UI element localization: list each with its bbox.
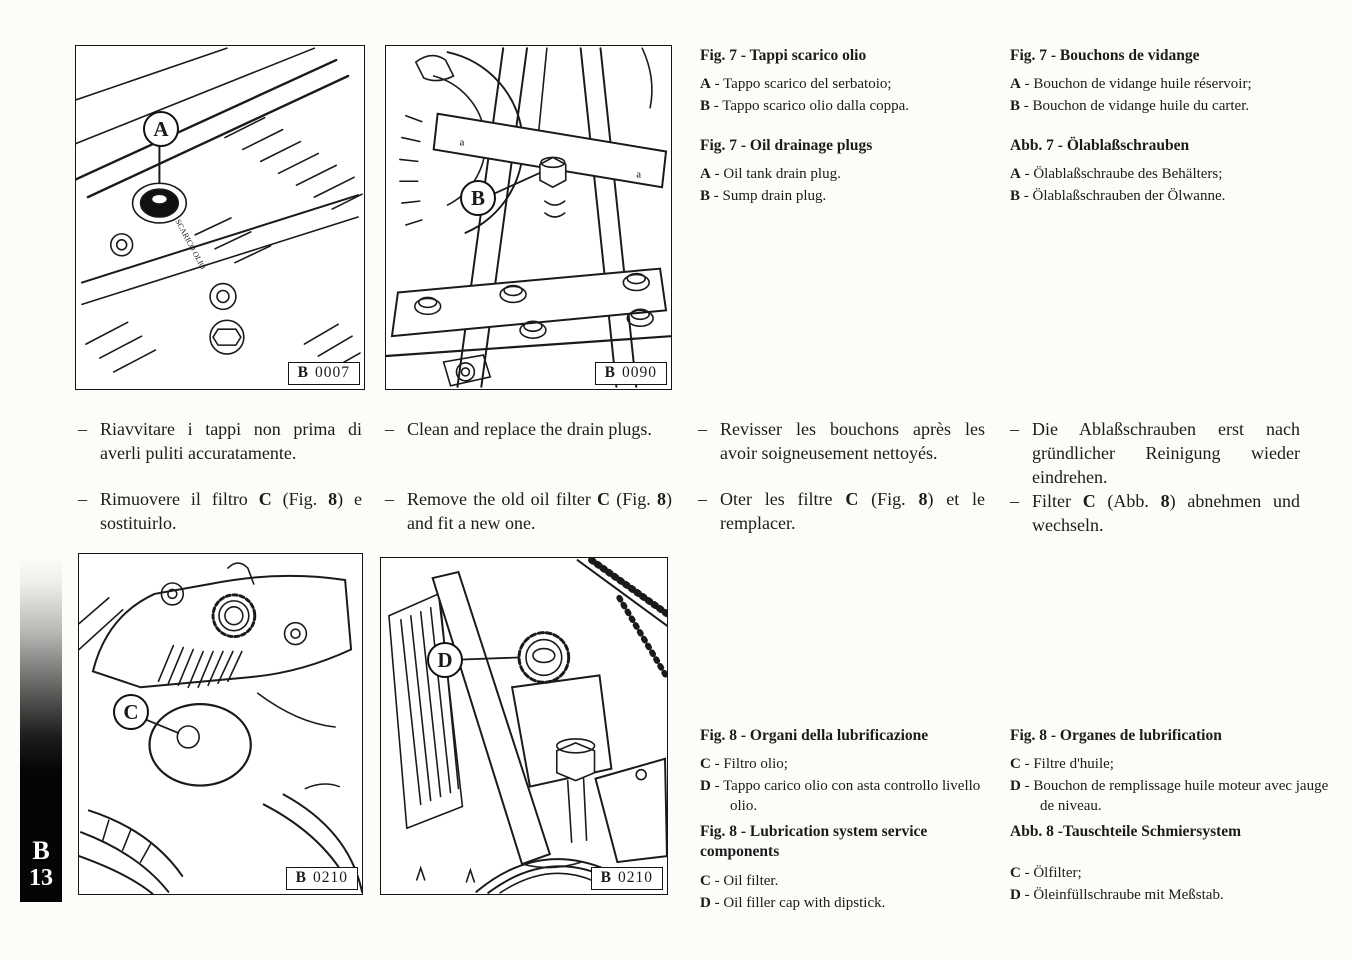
figure-7-sump-drain-illustration [385, 45, 672, 390]
bullet-dash: – [385, 419, 394, 439]
bar-mark-a-right: a [636, 168, 642, 181]
figure-ref-code [286, 867, 358, 890]
item-key: A [1010, 76, 1021, 93]
item-key: B [1010, 188, 1021, 205]
caption-title: Abb. 7 - Ölablaßschrauben [1010, 137, 1190, 154]
figure-ref-letter: B [604, 364, 616, 381]
bullet-french-2 [698, 488, 985, 536]
caption-item [700, 165, 1000, 185]
bullet-dash: – [385, 489, 394, 509]
bullet-text: Oter les filtre C (Fig. 8) et le remplacer. [720, 489, 985, 533]
etched-label-scarico-olio: SCARICO OLIO [173, 217, 208, 271]
bullet-french-1 [698, 418, 985, 466]
item-key: C [1010, 865, 1021, 882]
item-key: C [1010, 756, 1021, 773]
caption-item [700, 97, 1000, 117]
bullet-english-2 [385, 488, 672, 536]
fig8-caption-german [1010, 822, 1332, 908]
item-text: - Ölfilter; [1024, 865, 1082, 882]
caption-title: Abb. 8 -Tauschteile Schmiersystem [1010, 823, 1242, 840]
caption-item [1010, 187, 1332, 207]
bullet-dash: – [1010, 419, 1019, 439]
item-text: - Öleinfüllschraube mit Meßstab. [1024, 887, 1224, 904]
item-text: - Sump drain plug. [713, 188, 827, 205]
engine-frame-line-art [386, 46, 671, 389]
bullet-italian-1 [78, 418, 362, 466]
item-text: - Filtro olio; [714, 756, 788, 773]
item-key: D [700, 778, 711, 795]
caption-title: Fig. 8 - Lubrication system service components [700, 823, 928, 861]
figure-ref-number: 0210 [313, 869, 348, 886]
figure-ref-code [595, 362, 667, 385]
bar-mark-a-left: a [459, 136, 465, 149]
item-key: C [700, 872, 711, 889]
caption-item [1010, 886, 1332, 906]
section-letter: B [32, 836, 50, 865]
bullet-text: Revisser les bouchons après les avoir soigneusement nettoyés. [720, 419, 985, 463]
engine-bay-line-art [381, 558, 667, 894]
figure-ref-number: 0210 [618, 869, 653, 886]
fig8-caption-french [1010, 726, 1332, 819]
caption-title: Fig. 7 - Bouchons de vidange [1010, 47, 1200, 64]
figure-ref-code [591, 867, 663, 890]
bullet-italian-2 [78, 488, 362, 536]
item-text: - Tappo scarico del serbatoio; [714, 76, 892, 93]
bullet-text: Filter C (Abb. 8) abnehmen und wechseln. [1032, 491, 1301, 535]
bullet-dash: – [78, 489, 87, 509]
figure-ref-letter: B [600, 869, 612, 886]
bullet-dash: – [698, 419, 707, 439]
item-text: - Bouchon de vidange huile du carter. [1023, 98, 1250, 115]
caption-title: Fig. 7 - Oil drainage plugs [700, 137, 873, 154]
item-text: - Oil tank drain plug. [714, 166, 841, 183]
item-key: D [1010, 778, 1021, 795]
item-text: - Oil filler cap with dipstick. [714, 894, 886, 911]
item-key: D [1010, 887, 1021, 904]
bullet-german-1 [1010, 418, 1300, 490]
page-number: 13 [29, 865, 53, 891]
caption-item [1010, 97, 1332, 117]
bullet-text: Rimuovere il filtro C (Fig. 8) e sostituirlo. [100, 489, 362, 533]
fig8-caption-italian [700, 726, 1000, 819]
figure-8-oil-filter-illustration [78, 553, 363, 895]
item-text: - Bouchon de vidange huile réservoir; [1024, 76, 1252, 93]
callout-balloon-c: C [113, 694, 149, 730]
bullet-dash: – [698, 489, 707, 509]
caption-item [1010, 777, 1332, 817]
fig7-caption-italian [700, 46, 1000, 119]
bullet-english-1 [385, 418, 672, 442]
item-text: - Oil filter. [714, 872, 779, 889]
bullet-text: Die Ablaßschrauben erst nach gründlicher Reinigung wieder eindrehen. [1032, 419, 1300, 487]
item-text: - Filtre d'huile; [1024, 756, 1114, 773]
item-text: - Ölablaßschraube des Behälters; [1024, 166, 1223, 183]
bullet-german-2 [1010, 490, 1300, 538]
figure-ref-number: 0090 [622, 364, 657, 381]
callout-balloon-b: B [460, 180, 496, 216]
section-tab [20, 556, 62, 902]
engine-underside-line-art [76, 46, 364, 389]
caption-title: Fig. 8 - Organi della lubrificazione [700, 727, 929, 744]
figure-7-tank-drain-illustration [75, 45, 365, 390]
fig7-caption-french [1010, 46, 1332, 119]
caption-item [700, 187, 1000, 207]
item-text: - Bouchon de remplissage huile moteur avec jauge de niveau. [1024, 778, 1329, 815]
item-text: - Ölablaßschrauben der Ölwanne. [1023, 188, 1226, 205]
fig8-caption-english [700, 822, 1000, 916]
caption-item [700, 872, 1000, 892]
figure-ref-letter: B [297, 364, 309, 381]
caption-item [1010, 75, 1332, 95]
item-text: - Tappo carico olio con asta controllo livello olio. [714, 778, 981, 815]
figure-ref-code [288, 362, 360, 385]
figure-ref-letter: B [295, 869, 307, 886]
item-key: B [700, 188, 711, 205]
callout-balloon-a: A [143, 111, 179, 147]
item-key: A [700, 76, 711, 93]
caption-item [700, 755, 1000, 775]
caption-item [1010, 864, 1332, 884]
caption-item [700, 75, 1000, 95]
bullet-dash: – [1010, 491, 1019, 511]
item-key: A [1010, 166, 1021, 183]
item-key: A [700, 166, 711, 183]
bullet-text: Remove the old oil filter C (Fig. 8) and fit a new one. [407, 489, 672, 533]
fig7-caption-german [1010, 136, 1332, 209]
callout-balloon-d: D [427, 642, 463, 678]
figure-8-filler-cap-illustration [380, 557, 668, 895]
bullet-text: Riavvitare i tappi non prima di averli puliti accuratamente. [100, 419, 362, 463]
caption-item [700, 777, 1000, 817]
item-key: B [1010, 98, 1021, 115]
fig7-caption-english [700, 136, 1000, 209]
caption-item [1010, 165, 1332, 185]
item-key: C [700, 756, 711, 773]
caption-item [700, 894, 1000, 914]
bullet-text: Clean and replace the drain plugs. [407, 419, 652, 439]
caption-title: Fig. 8 - Organes de lubrification [1010, 727, 1222, 744]
item-key: B [700, 98, 711, 115]
figure-ref-number: 0007 [315, 364, 350, 381]
item-text: - Tappo scarico olio dalla coppa. [713, 98, 910, 115]
caption-item [1010, 755, 1332, 775]
item-key: D [700, 894, 711, 911]
bullet-dash: – [78, 419, 87, 439]
caption-title: Fig. 7 - Tappi scarico olio [700, 47, 867, 64]
